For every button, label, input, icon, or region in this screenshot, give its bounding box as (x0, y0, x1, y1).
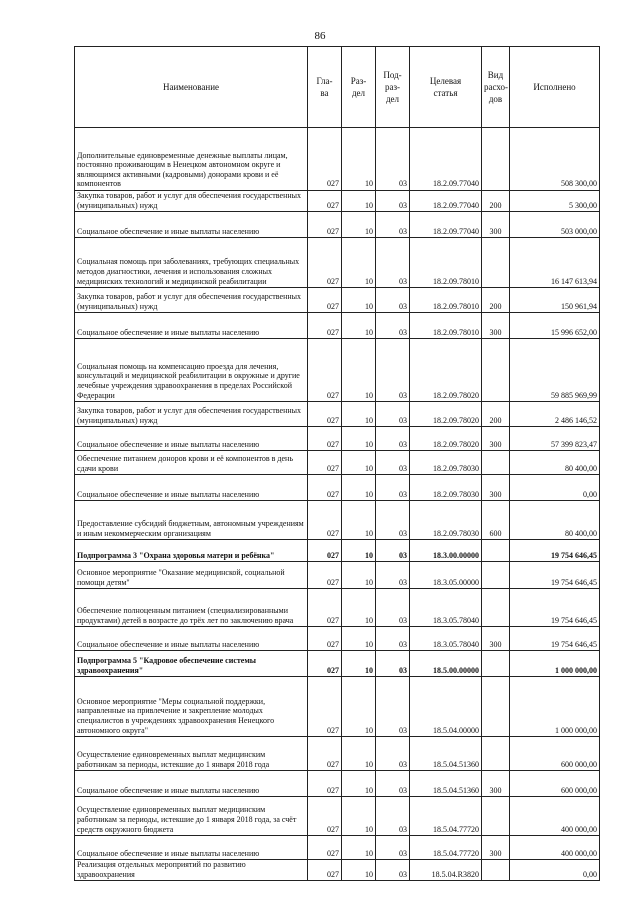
table-row (75, 475, 600, 501)
cell-chapter: 027 (308, 677, 342, 737)
header-name: Наименование (75, 47, 308, 128)
cell-name: Закупка товаров, работ и услуг для обеспечения государственных (муниципальных) нужд (75, 288, 308, 313)
cell-subsection: 03 (376, 540, 410, 562)
cell-chapter: 027 (308, 627, 342, 651)
cell-subsection: 03 (376, 288, 410, 313)
table-row (75, 589, 600, 627)
cell-expense: 300 (482, 627, 510, 651)
cell-expense (482, 737, 510, 771)
cell-chapter: 027 (308, 427, 342, 451)
cell-target: 18.3.05.78040 (410, 627, 482, 651)
cell-name: Подпрограмма 3 "Охрана здоровья матери и ребёнка" (75, 540, 308, 562)
cell-target: 18.5.04.51360 (410, 737, 482, 771)
cell-executed: 5 300,00 (510, 191, 600, 212)
cell-executed: 400 000,00 (510, 797, 600, 836)
cell-target: 18.2.09.78010 (410, 238, 482, 288)
cell-subsection: 03 (376, 313, 410, 339)
cell-subsection: 03 (376, 836, 410, 860)
cell-expense (482, 451, 510, 475)
table-row (75, 860, 600, 881)
cell-name: Реализация отдельных мероприятий по развитию здравоохранения (75, 860, 308, 881)
cell-chapter: 027 (308, 128, 342, 191)
table-row (75, 451, 600, 475)
cell-chapter: 027 (308, 562, 342, 589)
cell-target: 18.2.09.78030 (410, 501, 482, 540)
table-row (75, 402, 600, 427)
cell-executed: 600 000,00 (510, 771, 600, 797)
cell-target: 18.2.09.77040 (410, 212, 482, 238)
cell-expense: 600 (482, 501, 510, 540)
cell-section: 10 (342, 288, 376, 313)
cell-section: 10 (342, 589, 376, 627)
cell-name: Социальное обеспечение и иные выплаты населению (75, 771, 308, 797)
cell-executed: 0,00 (510, 860, 600, 881)
cell-executed: 19 754 646,45 (510, 540, 600, 562)
cell-target: 18.2.09.77040 (410, 128, 482, 191)
cell-expense (482, 860, 510, 881)
header-chapter: Гла- ва (308, 47, 342, 128)
cell-subsection: 03 (376, 191, 410, 212)
cell-chapter: 027 (308, 860, 342, 881)
cell-executed: 19 754 646,45 (510, 589, 600, 627)
cell-section: 10 (342, 651, 376, 677)
cell-chapter: 027 (308, 313, 342, 339)
cell-target: 18.5.04.77720 (410, 797, 482, 836)
cell-target: 18.2.09.77040 (410, 191, 482, 212)
cell-section: 10 (342, 627, 376, 651)
cell-subsection: 03 (376, 339, 410, 402)
header-row (75, 47, 600, 128)
cell-target: 18.2.09.78020 (410, 339, 482, 402)
cell-name: Социальная помощь при заболеваниях, требующих специальных методов диагностики, лечения и использования сложных медицинских технологий и медицинской реабилитации (75, 238, 308, 288)
cell-name: Закупка товаров, работ и услуг для обеспечения государственных (муниципальных) нужд (75, 191, 308, 212)
cell-target: 18.2.09.78030 (410, 451, 482, 475)
cell-chapter: 027 (308, 402, 342, 427)
table-row (75, 836, 600, 860)
cell-section: 10 (342, 836, 376, 860)
cell-section: 10 (342, 677, 376, 737)
cell-section: 10 (342, 501, 376, 540)
cell-target: 18.2.09.78020 (410, 427, 482, 451)
cell-chapter: 027 (308, 836, 342, 860)
cell-subsection: 03 (376, 501, 410, 540)
cell-section: 10 (342, 128, 376, 191)
table-row (75, 238, 600, 288)
cell-chapter: 027 (308, 212, 342, 238)
cell-name: Предоставление субсидий бюджетным, автономным учреждениям и иным некоммерческим организациям (75, 501, 308, 540)
cell-subsection: 03 (376, 475, 410, 501)
cell-section: 10 (342, 540, 376, 562)
cell-expense (482, 238, 510, 288)
cell-executed: 19 754 646,45 (510, 627, 600, 651)
cell-executed: 400 000,00 (510, 836, 600, 860)
table-row (75, 212, 600, 238)
cell-subsection: 03 (376, 627, 410, 651)
cell-executed: 57 399 823,47 (510, 427, 600, 451)
cell-section: 10 (342, 339, 376, 402)
cell-name: Обеспечение полноценным питанием (специализированными продуктами) детей в возрасте до трёх лет по заключению врача (75, 589, 308, 627)
cell-target: 18.5.00.00000 (410, 651, 482, 677)
cell-expense: 300 (482, 212, 510, 238)
table-row (75, 627, 600, 651)
cell-target: 18.5.04.51360 (410, 771, 482, 797)
cell-target: 18.2.09.78030 (410, 475, 482, 501)
cell-target: 18.5.04.R3820 (410, 860, 482, 881)
cell-target: 18.3.05.78040 (410, 589, 482, 627)
header-target: Целевая статья (410, 47, 482, 128)
cell-executed: 600 000,00 (510, 737, 600, 771)
cell-subsection: 03 (376, 402, 410, 427)
cell-executed: 503 000,00 (510, 212, 600, 238)
cell-section: 10 (342, 860, 376, 881)
header-executed: Исполнено (510, 47, 600, 128)
cell-executed: 59 885 969,99 (510, 339, 600, 402)
cell-name: Основное мероприятие "Меры социальной поддержки, направленные на привлечение и закрепление молодых специалистов в учреждениях здравоохранения Ненецкого автономного округа" (75, 677, 308, 737)
cell-name: Социальное обеспечение и иные выплаты населению (75, 475, 308, 501)
cell-name: Социальное обеспечение и иные выплаты населению (75, 836, 308, 860)
header-expense: Вид расхо- дов (482, 47, 510, 128)
cell-section: 10 (342, 451, 376, 475)
cell-subsection: 03 (376, 128, 410, 191)
cell-name: Социальное обеспечение и иные выплаты населению (75, 313, 308, 339)
cell-expense (482, 128, 510, 191)
cell-expense: 200 (482, 288, 510, 313)
cell-name: Социальное обеспечение и иные выплаты населению (75, 212, 308, 238)
cell-expense: 300 (482, 313, 510, 339)
cell-subsection: 03 (376, 451, 410, 475)
cell-subsection: 03 (376, 677, 410, 737)
cell-subsection: 03 (376, 238, 410, 288)
cell-name: Подпрограмма 5 "Кадровое обеспечение системы здравоохранения" (75, 651, 308, 677)
table-row (75, 771, 600, 797)
cell-expense (482, 540, 510, 562)
cell-name: Осуществление единовременных выплат медицинским работникам за периоды, истекшие до 1 января 2018 года (75, 737, 308, 771)
cell-subsection: 03 (376, 651, 410, 677)
cell-section: 10 (342, 737, 376, 771)
cell-expense: 200 (482, 191, 510, 212)
cell-name: Основное мероприятие "Оказание медицинской, социальной помощи детям" (75, 562, 308, 589)
cell-name: Осуществление единовременных выплат медицинским работникам за периоды, истекшие до 1 января 2018 года, за счёт средств окружного бюджета (75, 797, 308, 836)
cell-subsection: 03 (376, 737, 410, 771)
cell-section: 10 (342, 427, 376, 451)
cell-name: Обеспечение питанием доноров крови и её компонентов в день сдачи крови (75, 451, 308, 475)
cell-expense: 200 (482, 402, 510, 427)
table-row (75, 677, 600, 737)
cell-subsection: 03 (376, 589, 410, 627)
cell-executed: 1 000 000,00 (510, 651, 600, 677)
cell-subsection: 03 (376, 771, 410, 797)
table-row (75, 128, 600, 191)
cell-section: 10 (342, 562, 376, 589)
cell-section: 10 (342, 771, 376, 797)
cell-expense (482, 589, 510, 627)
cell-chapter: 027 (308, 737, 342, 771)
cell-section: 10 (342, 402, 376, 427)
cell-name: Социальное обеспечение и иные выплаты населению (75, 427, 308, 451)
table-row (75, 191, 600, 212)
cell-target: 18.2.09.78010 (410, 313, 482, 339)
cell-target: 18.3.00.00000 (410, 540, 482, 562)
cell-section: 10 (342, 238, 376, 288)
table-row (75, 562, 600, 589)
cell-chapter: 027 (308, 651, 342, 677)
table-row (75, 797, 600, 836)
cell-chapter: 027 (308, 191, 342, 212)
cell-chapter: 027 (308, 475, 342, 501)
cell-subsection: 03 (376, 212, 410, 238)
table-row (75, 427, 600, 451)
cell-executed: 0,00 (510, 475, 600, 501)
cell-expense: 300 (482, 475, 510, 501)
cell-executed: 16 147 613,94 (510, 238, 600, 288)
table-row (75, 339, 600, 402)
cell-chapter: 027 (308, 339, 342, 402)
cell-executed: 508 300,00 (510, 128, 600, 191)
cell-executed: 80 400,00 (510, 501, 600, 540)
cell-section: 10 (342, 212, 376, 238)
cell-executed: 15 996 652,00 (510, 313, 600, 339)
cell-subsection: 03 (376, 427, 410, 451)
cell-executed: 1 000 000,00 (510, 677, 600, 737)
table-row (75, 737, 600, 771)
cell-chapter: 027 (308, 451, 342, 475)
cell-executed: 2 486 146,52 (510, 402, 600, 427)
cell-expense: 300 (482, 427, 510, 451)
cell-name: Закупка товаров, работ и услуг для обеспечения государственных (муниципальных) нужд (75, 402, 308, 427)
cell-chapter: 027 (308, 501, 342, 540)
cell-expense (482, 562, 510, 589)
cell-executed: 80 400,00 (510, 451, 600, 475)
cell-chapter: 027 (308, 540, 342, 562)
cell-subsection: 03 (376, 797, 410, 836)
cell-name: Социальная помощь на компенсацию проезда для лечения, консультаций и медицинской реабилитации в окружные и другие лечебные учреждения здравоохранения в пределах Российской Федерации (75, 339, 308, 402)
cell-section: 10 (342, 191, 376, 212)
cell-subsection: 03 (376, 562, 410, 589)
cell-section: 10 (342, 475, 376, 501)
cell-chapter: 027 (308, 589, 342, 627)
header-subsection: Под- раз- дел (376, 47, 410, 128)
table-row (75, 288, 600, 313)
cell-expense (482, 339, 510, 402)
cell-name: Социальное обеспечение и иные выплаты населению (75, 627, 308, 651)
cell-subsection: 03 (376, 860, 410, 881)
cell-target: 18.5.04.77720 (410, 836, 482, 860)
cell-expense (482, 797, 510, 836)
budget-table (74, 46, 600, 881)
cell-chapter: 027 (308, 797, 342, 836)
table-body (75, 128, 600, 881)
table-row (75, 501, 600, 540)
cell-section: 10 (342, 797, 376, 836)
page-number: 86 (314, 30, 326, 42)
cell-chapter: 027 (308, 238, 342, 288)
cell-target: 18.2.09.78020 (410, 402, 482, 427)
cell-target: 18.5.04.00000 (410, 677, 482, 737)
table-row (75, 540, 600, 562)
table-row (75, 313, 600, 339)
cell-target: 18.2.09.78010 (410, 288, 482, 313)
cell-executed: 150 961,94 (510, 288, 600, 313)
cell-expense: 300 (482, 771, 510, 797)
cell-executed: 19 754 646,45 (510, 562, 600, 589)
cell-expense (482, 651, 510, 677)
cell-name: Дополнительные единовременные денежные выплаты лицам, постоянно проживающим в Ненецком автономном округе и являющимся активными (кадровыми) донорами крови и её компонентов (75, 128, 308, 191)
cell-chapter: 027 (308, 771, 342, 797)
cell-section: 10 (342, 313, 376, 339)
cell-expense: 300 (482, 836, 510, 860)
cell-target: 18.3.05.00000 (410, 562, 482, 589)
cell-chapter: 027 (308, 288, 342, 313)
header-section: Раз- дел (342, 47, 376, 128)
table-row (75, 651, 600, 677)
cell-expense (482, 677, 510, 737)
